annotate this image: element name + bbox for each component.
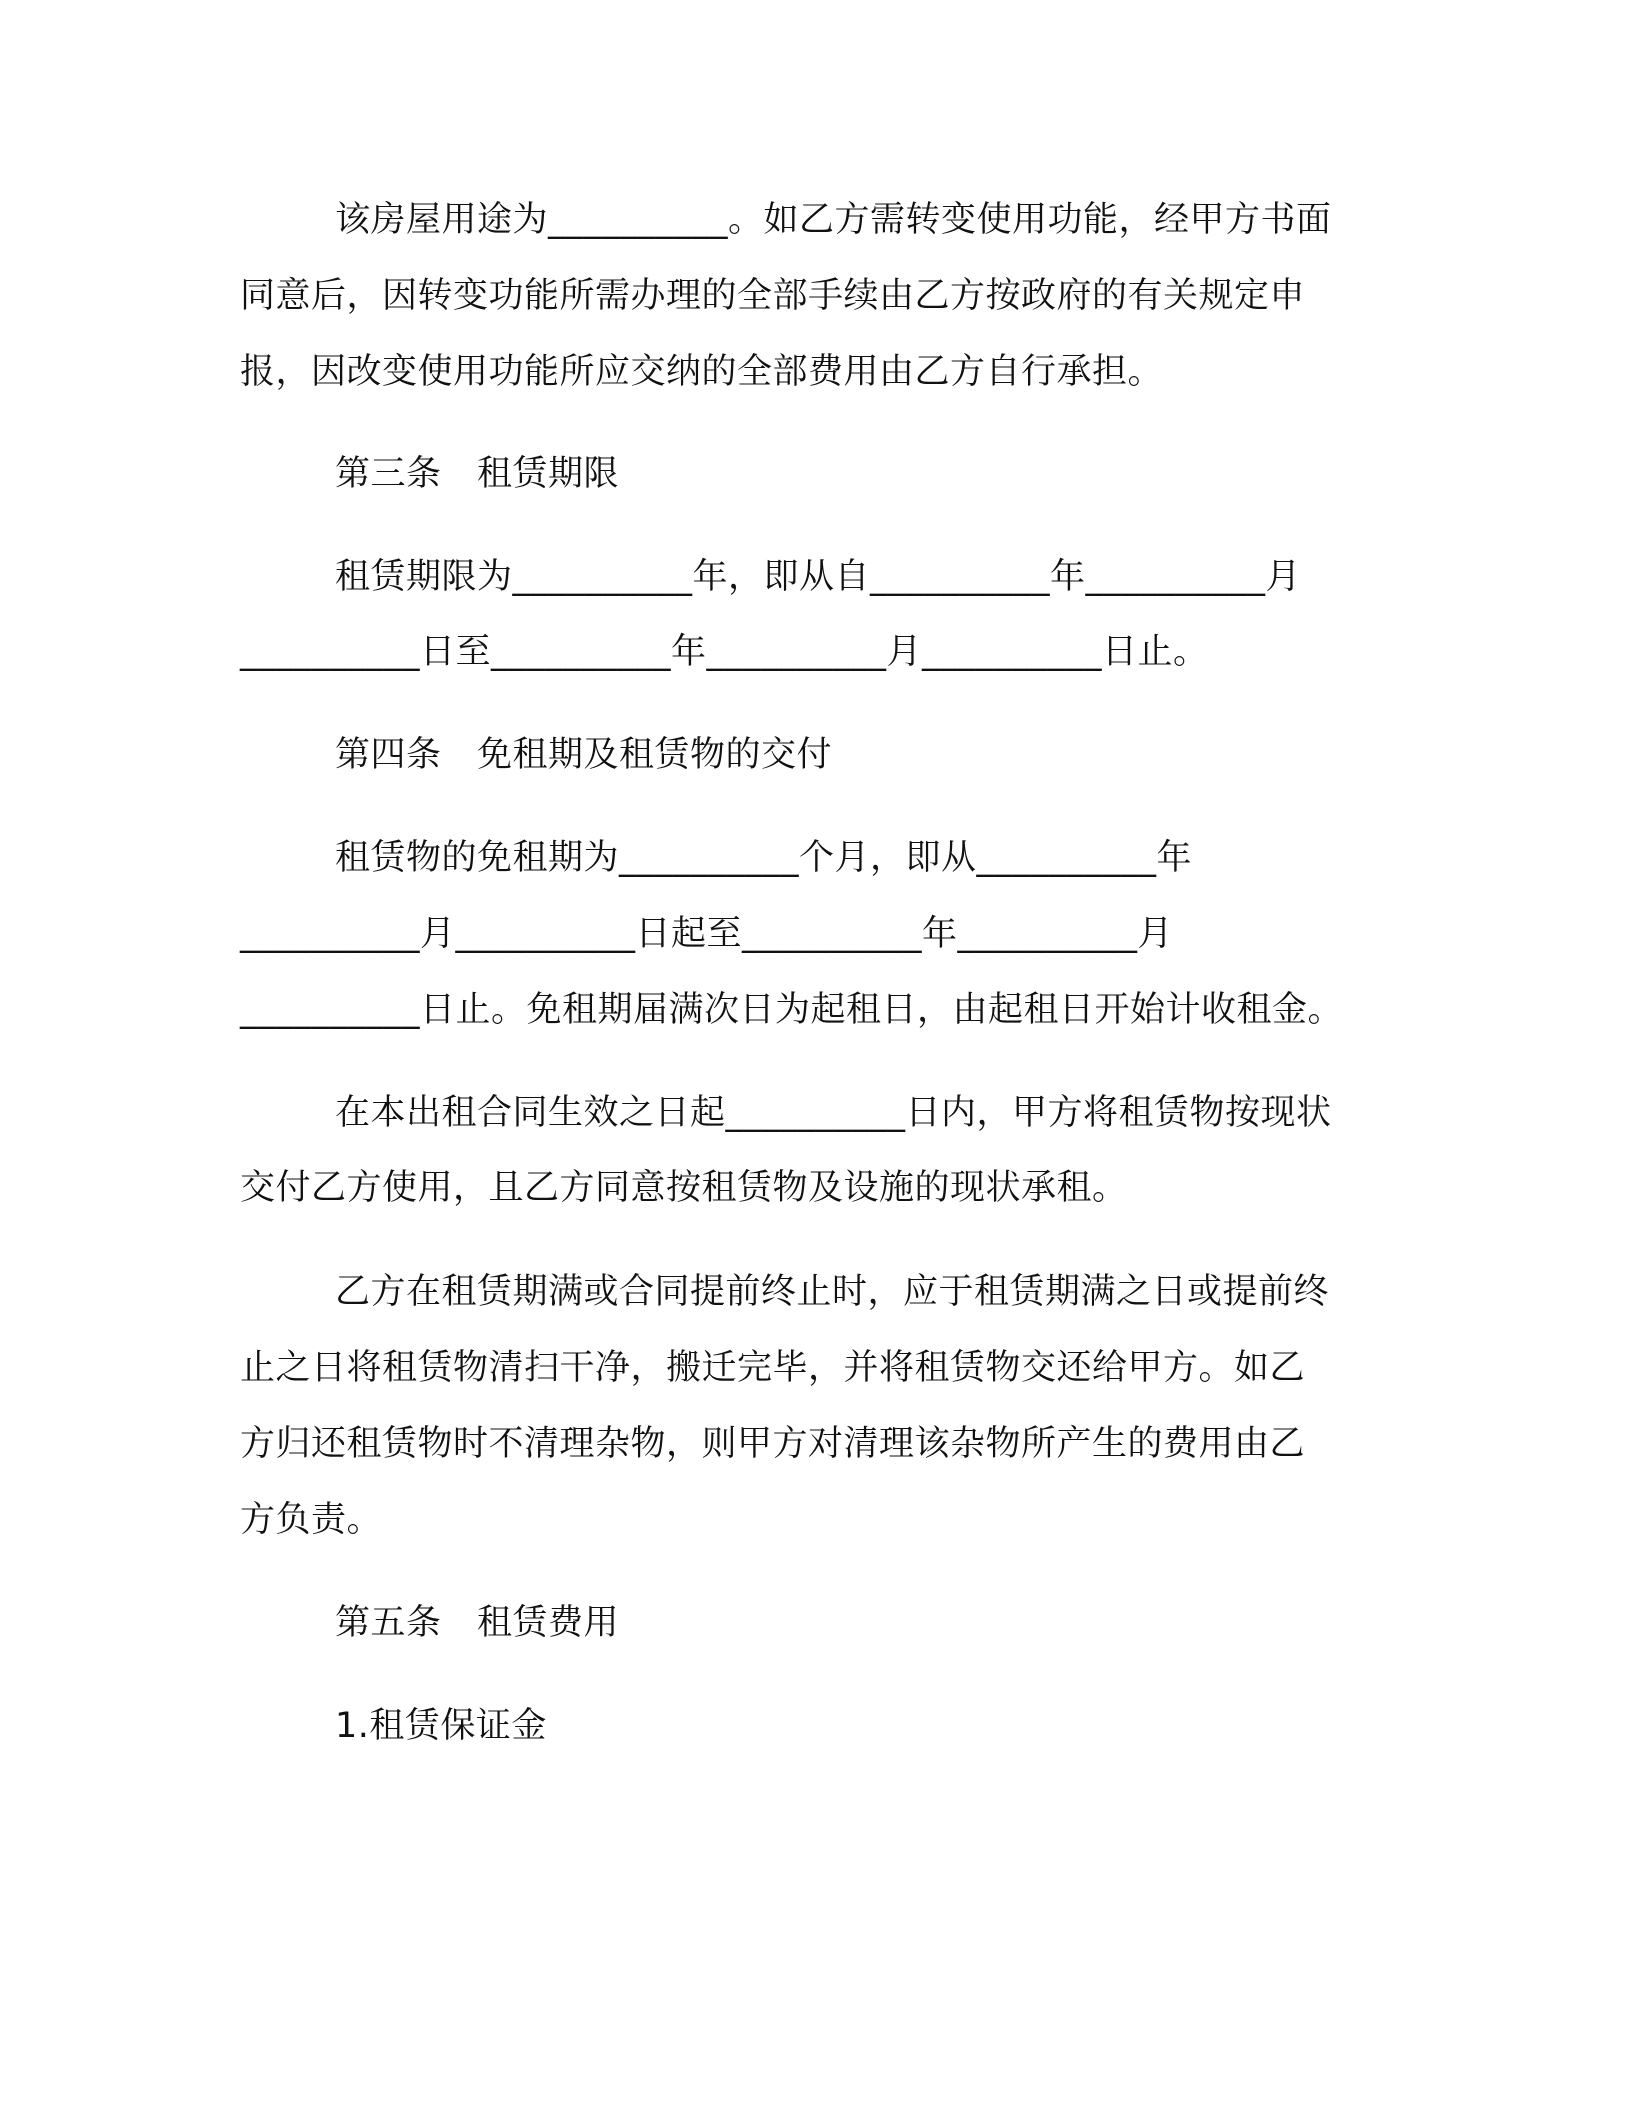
lease-term-line-1: 租赁期限为__________年，即从自__________年__________月 [335,557,1302,597]
article-5-heading: 第五条 租赁费用 [335,1603,620,1643]
return-line-2: 止之日将租赁物清扫干净，搬迁完毕，并将租赁物交还给甲方。如乙 [240,1348,1306,1388]
lease-term-line-2: __________日至__________年__________月__________日止。 [240,632,1209,672]
paragraph-usage-line-3: 报，因改变使用功能所应交纳的全部费用由乙方自行承担。 [240,352,1164,392]
rent-free-line-2: __________月__________日起至__________年__________月 [240,914,1174,954]
article-4-heading: 第四条 免租期及租赁物的交付 [335,735,833,775]
delivery-line-2: 交付乙方使用，且乙方同意按租赁物及设施的现状承租。 [240,1168,1128,1208]
rent-free-line-3: __________日止。免租期届满次日为起租日，由起租日开始计收租金。 [240,990,1344,1030]
article-3-heading: 第三条 租赁期限 [335,454,620,494]
paragraph-usage-line-1: 该房屋用途为__________。如乙方需转变使用功能，经甲方书面 [335,200,1332,240]
return-line-1: 乙方在租赁期满或合同提前终止时，应于租赁期满之日或提前终 [335,1272,1330,1312]
deposit-subheading: 1.租赁保证金 [335,1706,547,1746]
paragraph-usage-line-2: 同意后，因转变功能所需办理的全部手续由乙方按政府的有关规定申 [240,276,1306,316]
delivery-line-1: 在本出租合同生效之日起__________日内，甲方将租赁物按现状 [335,1093,1332,1133]
return-line-4: 方负责。 [240,1500,383,1540]
rent-free-line-1: 租赁物的免租期为__________个月，即从__________年 [335,838,1193,878]
return-line-3: 方归还租赁物时不清理杂物，则甲方对清理该杂物所产生的费用由乙 [240,1424,1306,1464]
